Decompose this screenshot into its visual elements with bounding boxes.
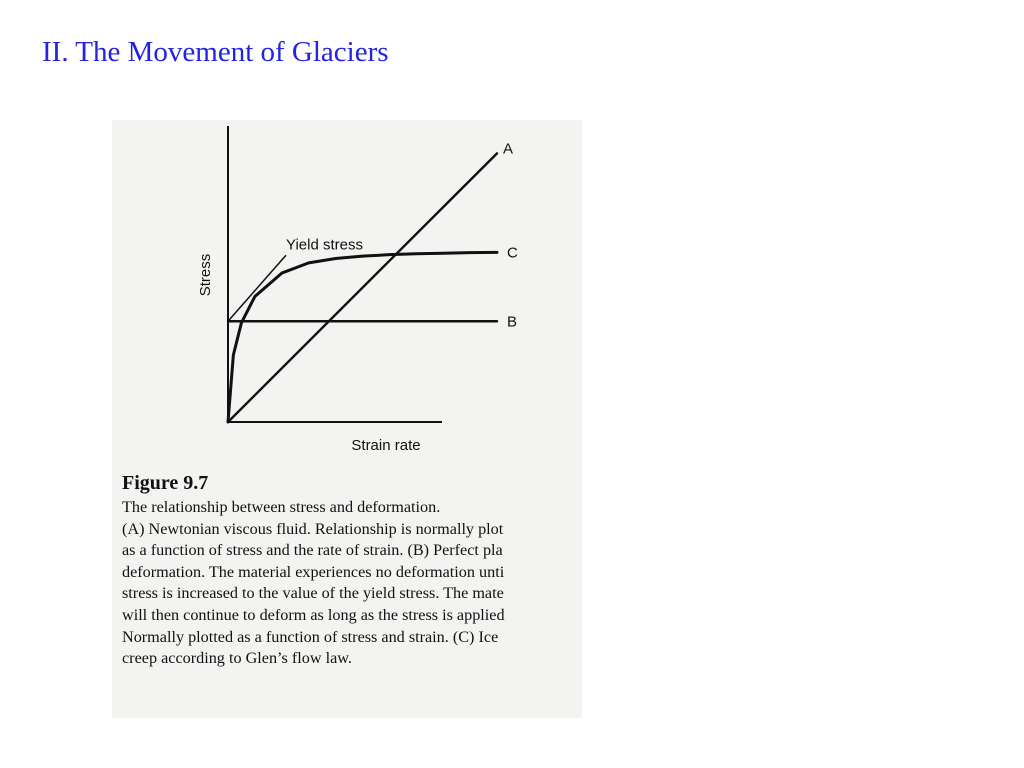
yield-stress-label: Yield stress [286,236,363,254]
x-axis-label: Strain rate [351,437,421,454]
stress-strain-chart [112,120,582,470]
series-line-a [228,153,497,422]
caption-line: Normally plotted as a function of stress and strain. (C) Ice [122,627,499,646]
figure-scan [112,120,582,718]
caption-line: will then continue to deform as long as the stress is applied [122,605,505,624]
y-axis-label: Stress [197,253,214,297]
series-line-c [228,252,497,422]
slide-title: II. The Movement of Glaciers [42,36,389,68]
caption-line: as a function of stress and the rate of strain. (B) Perfect pla [122,541,503,560]
caption-line: deformation. The material experiences no deformation unti [122,562,505,581]
series-label-a: A [503,140,514,158]
series-label-c: C [507,244,518,262]
yield-stress-pointer [228,255,286,321]
series-label-b: B [507,313,518,331]
caption-line: stress is increased to the value of the yield stress. The mate [122,584,504,603]
caption-line: (A) Newtonian viscous fluid. Relationship is normally plot [122,519,504,538]
caption-line: The relationship between stress and deformation. [122,498,441,516]
figure-label: Figure 9.7 [122,472,209,494]
caption-line: creep according to Glen’s flow law. [122,649,352,668]
figure-caption [122,472,580,670]
